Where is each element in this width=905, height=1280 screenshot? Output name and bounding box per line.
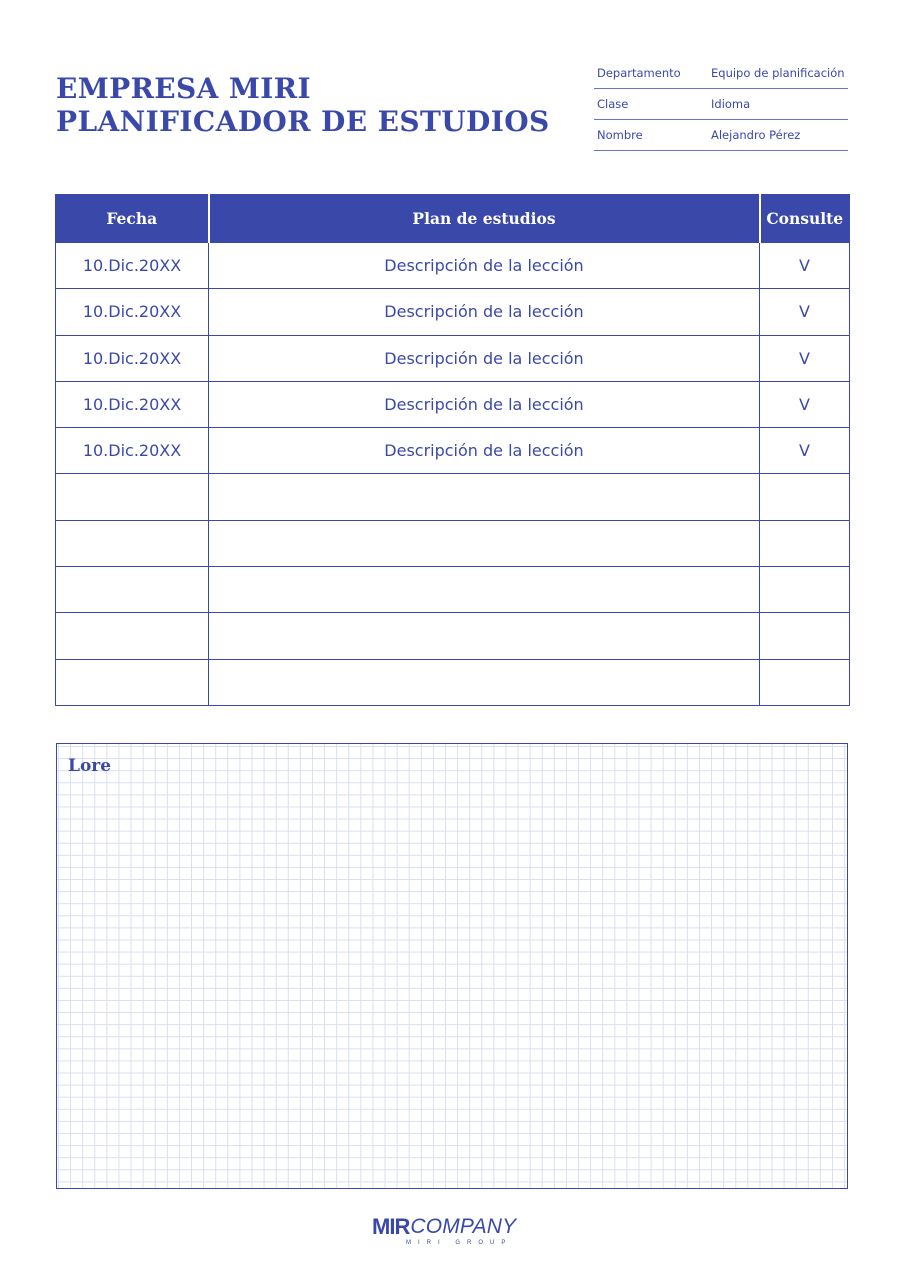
info-label: Nombre	[597, 128, 643, 142]
cell-date[interactable]: 10.Dic.20XX	[56, 243, 209, 289]
cell-plan[interactable]	[209, 474, 760, 520]
table-row	[56, 613, 850, 659]
info-label: Clase	[597, 97, 629, 111]
cell-plan[interactable]	[209, 567, 760, 613]
info-value: Idioma	[711, 97, 751, 111]
cell-check[interactable]: V	[760, 335, 850, 381]
cell-check[interactable]: V	[760, 381, 850, 427]
cell-date[interactable]: 10.Dic.20XX	[56, 335, 209, 381]
notes-label: Lore	[68, 756, 112, 776]
study-plan-table	[55, 194, 850, 706]
cell-check[interactable]: V	[760, 428, 850, 474]
cell-date[interactable]	[56, 613, 209, 659]
company-logo	[372, 1214, 532, 1250]
info-value: Equipo de planificación	[711, 66, 845, 80]
notes-grid-area[interactable]	[56, 743, 848, 1189]
logo-subtitle: MIRI GROUP	[406, 1240, 513, 1246]
info-row-department	[594, 58, 848, 89]
info-row-name	[594, 120, 848, 151]
title-line-company: EMPRESA MIRI	[56, 72, 311, 105]
table-row	[56, 381, 850, 427]
logo-word: COMPANY	[410, 1215, 517, 1238]
cell-check[interactable]	[760, 659, 850, 705]
cell-check[interactable]	[760, 520, 850, 566]
table-row	[56, 335, 850, 381]
cell-check[interactable]	[760, 474, 850, 520]
cell-plan[interactable]	[209, 613, 760, 659]
header-date: Fecha	[56, 195, 209, 243]
logo-row	[372, 1214, 532, 1238]
table-row	[56, 659, 850, 705]
cell-plan[interactable]: Descripción de la lección	[209, 243, 760, 289]
cell-date[interactable]	[56, 659, 209, 705]
table-row	[56, 474, 850, 520]
logo-mark: MIR	[372, 1214, 410, 1239]
cell-date[interactable]: 10.Dic.20XX	[56, 381, 209, 427]
cell-date[interactable]	[56, 520, 209, 566]
cell-date[interactable]	[56, 474, 209, 520]
cell-check[interactable]	[760, 567, 850, 613]
cell-date[interactable]: 10.Dic.20XX	[56, 428, 209, 474]
cell-check[interactable]: V	[760, 243, 850, 289]
header-check: Consulte	[760, 195, 850, 243]
table-row	[56, 289, 850, 335]
cell-plan[interactable]: Descripción de la lección	[209, 335, 760, 381]
cell-plan[interactable]: Descripción de la lección	[209, 289, 760, 335]
cell-plan[interactable]	[209, 659, 760, 705]
cell-plan[interactable]: Descripción de la lección	[209, 381, 760, 427]
info-table	[594, 58, 848, 151]
header-plan: Plan de estudios	[209, 195, 760, 243]
cell-plan[interactable]	[209, 520, 760, 566]
title-line-planner: PLANIFICADOR DE ESTUDIOS	[56, 105, 550, 138]
table-row	[56, 520, 850, 566]
page-title	[56, 72, 576, 138]
cell-check[interactable]: V	[760, 289, 850, 335]
cell-plan[interactable]: Descripción de la lección	[209, 428, 760, 474]
info-label: Departamento	[597, 66, 681, 80]
table-row	[56, 428, 850, 474]
table-row	[56, 243, 850, 289]
table-header-row	[56, 195, 850, 243]
cell-check[interactable]	[760, 613, 850, 659]
cell-date[interactable]: 10.Dic.20XX	[56, 289, 209, 335]
info-row-class	[594, 89, 848, 120]
info-value: Alejandro Pérez	[711, 128, 801, 142]
cell-date[interactable]	[56, 567, 209, 613]
table-row	[56, 567, 850, 613]
